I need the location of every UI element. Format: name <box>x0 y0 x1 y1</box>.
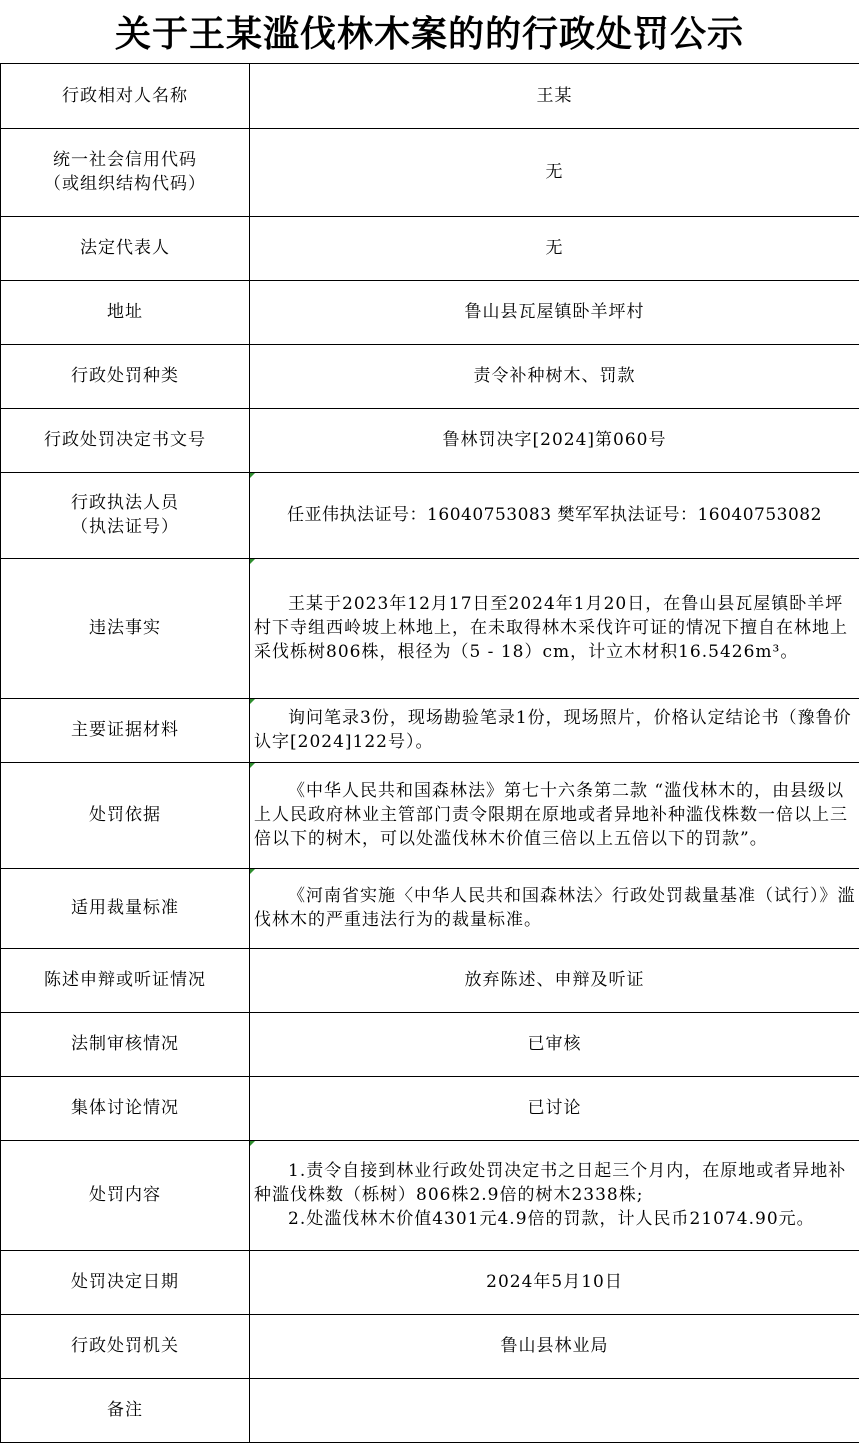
value-evidence-text: 询问笔录3份，现场勘验笔录1份，现场照片，价格认定结论书（豫鲁价认字[2024]122号）。 <box>254 706 856 754</box>
value-address: 鲁山县瓦屋镇卧羊坪村 <box>250 280 859 344</box>
row-penalty-type <box>1 344 859 408</box>
label-enforcement-officers-line1: 行政执法人员 <box>1 491 249 515</box>
value-penalty-content <box>250 1140 859 1250</box>
label-penalty-content: 处罚内容 <box>1 1140 250 1250</box>
label-credit-code <box>1 128 250 216</box>
value-penalty-basis <box>250 762 859 868</box>
row-violation-facts <box>1 558 859 698</box>
label-credit-code-line2: （或组织结构代码） <box>1 172 249 196</box>
row-discretion-standard <box>1 868 859 948</box>
label-decision-number: 行政处罚决定书文号 <box>1 408 250 472</box>
row-group-discussion <box>1 1076 859 1140</box>
value-enforcement-officers: 任亚伟执法证号：16040753083 樊军军执法证号：16040753082 <box>250 472 859 558</box>
value-legal-representative: 无 <box>250 216 859 280</box>
label-legal-representative: 法定代表人 <box>1 216 250 280</box>
value-evidence <box>250 698 859 762</box>
label-penalty-authority: 行政处罚机关 <box>1 1314 250 1378</box>
label-enforcement-officers-line2: （执法证号） <box>1 515 249 539</box>
row-penalty-basis <box>1 762 859 868</box>
row-hearing-status <box>1 948 859 1012</box>
label-remarks: 备注 <box>1 1378 250 1442</box>
label-evidence: 主要证据材料 <box>1 698 250 762</box>
value-party-name: 王某 <box>250 64 859 128</box>
label-enforcement-officers <box>1 472 250 558</box>
value-penalty-basis-text: 《中华人民共和国森林法》第七十六条第二款 “滥伐林木的，由县级以上人民政府林业主管部门责令限期在原地或者异地补种滥伐株数一倍以上三倍以下的树木，可以处滥伐林木价值三倍以上五倍以下的罚款”。 <box>254 779 856 851</box>
row-decision-date <box>1 1250 859 1314</box>
row-penalty-content <box>1 1140 859 1250</box>
row-penalty-authority <box>1 1314 859 1378</box>
label-violation-facts: 违法事实 <box>1 558 250 698</box>
label-credit-code-line1: 统一社会信用代码 <box>1 148 249 172</box>
value-discretion-standard <box>250 868 859 948</box>
row-credit-code <box>1 128 859 216</box>
penalty-disclosure-table <box>0 64 859 1443</box>
value-discretion-standard-text: 《河南省实施〈中华人民共和国森林法〉行政处罚裁量基准（试行）》滥伐林木的严重违法行为的裁量标准。 <box>254 884 856 932</box>
row-evidence <box>1 698 859 762</box>
value-legal-review: 已审核 <box>250 1012 859 1076</box>
page-title: 关于王某滥伐林木案的的行政处罚公示 <box>0 0 859 64</box>
label-penalty-basis: 处罚依据 <box>1 762 250 868</box>
value-violation-facts-text: 王某于2023年12月17日至2024年1月20日，在鲁山县瓦屋镇卧羊坪村下寺组西岭坡上林地上，在未取得林木采伐许可证的情况下擅自在林地上采伐栎树806株，根径为（5 - 18）cm，计立木材积16.5426m³。 <box>254 592 856 664</box>
value-credit-code: 无 <box>250 128 859 216</box>
label-penalty-type: 行政处罚种类 <box>1 344 250 408</box>
value-penalty-authority: 鲁山县林业局 <box>250 1314 859 1378</box>
value-penalty-type: 责令补种树木、罚款 <box>250 344 859 408</box>
label-decision-date: 处罚决定日期 <box>1 1250 250 1314</box>
value-decision-number: 鲁林罚决字[2024]第060号 <box>250 408 859 472</box>
value-penalty-content-item1: 1.责令自接到林业行政处罚决定书之日起三个月内，在原地或者异地补种滥伐株数（栎树）806株2.9倍的树木2338株; <box>254 1159 856 1207</box>
value-remarks <box>250 1378 859 1442</box>
value-decision-date: 2024年5月10日 <box>250 1250 859 1314</box>
row-party-name <box>1 64 859 128</box>
label-group-discussion: 集体讨论情况 <box>1 1076 250 1140</box>
row-address <box>1 280 859 344</box>
row-decision-number <box>1 408 859 472</box>
label-party-name: 行政相对人名称 <box>1 64 250 128</box>
row-legal-review <box>1 1012 859 1076</box>
label-legal-review: 法制审核情况 <box>1 1012 250 1076</box>
value-penalty-content-item2: 2.处滥伐林木价值4301元4.9倍的罚款，计人民币21074.90元。 <box>254 1207 856 1231</box>
row-enforcement-officers <box>1 472 859 558</box>
row-remarks <box>1 1378 859 1442</box>
label-hearing-status: 陈述申辩或听证情况 <box>1 948 250 1012</box>
value-group-discussion: 已讨论 <box>250 1076 859 1140</box>
value-violation-facts <box>250 558 859 698</box>
row-legal-representative <box>1 216 859 280</box>
label-address: 地址 <box>1 280 250 344</box>
label-discretion-standard: 适用裁量标准 <box>1 868 250 948</box>
value-hearing-status: 放弃陈述、申辩及听证 <box>250 948 859 1012</box>
